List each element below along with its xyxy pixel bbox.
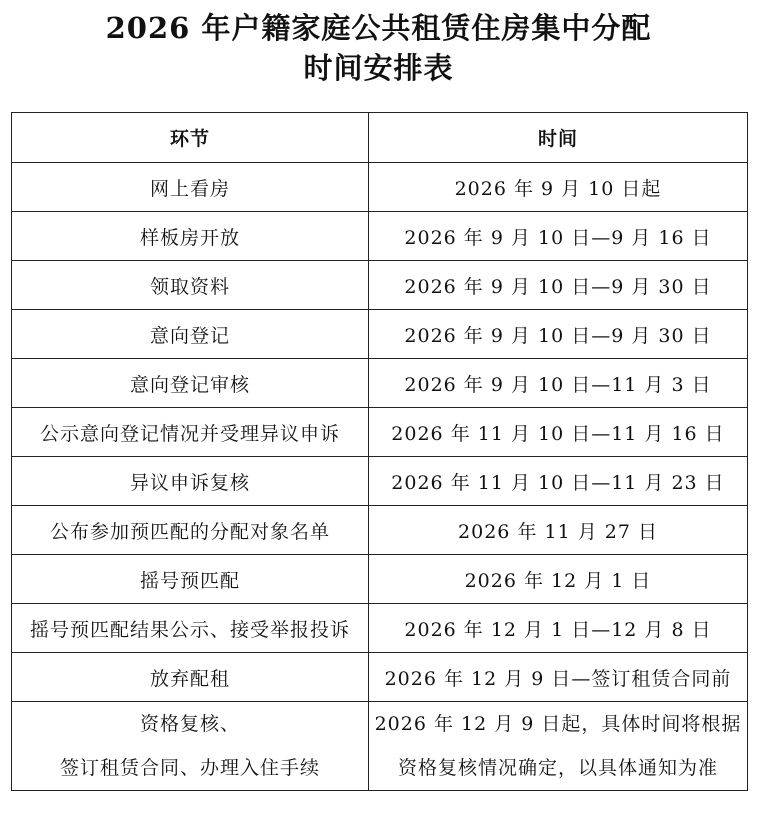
stage-cell: 意向登记审核: [12, 359, 369, 408]
time-line: 资格复核情况确定，以具体通知为准: [397, 757, 718, 779]
time-cell: 2026 年 11 月 27 日: [369, 506, 748, 555]
table-row: [12, 359, 748, 408]
time-cell: 2026 年 12 月 1 日—12 月 8 日: [369, 604, 748, 653]
stage-cell: 意向登记: [12, 310, 369, 359]
time-cell: 2026 年 11 月 10 日—11 月 16 日: [369, 408, 748, 457]
table-row: [12, 310, 748, 359]
document-title-line1: 2026 年户籍家庭公共租赁住房集中分配: [105, 11, 652, 45]
stage-cell: 样板房开放: [12, 212, 369, 261]
time-cell: 2026 年 9 月 10 日起: [369, 163, 748, 212]
time-cell: 2026 年 9 月 10 日—9 月 30 日: [369, 310, 748, 359]
table-row: [12, 702, 748, 791]
stage-cell: [12, 702, 369, 791]
stage-cell: 公布参加预匹配的分配对象名单: [12, 506, 369, 555]
stage-line: 资格复核、: [139, 713, 240, 735]
stage-line: 签订租赁合同、办理入住手续: [59, 757, 320, 779]
stage-cell: 网上看房: [12, 163, 369, 212]
time-line: 2026 年 12 月 9 日起，具体时间将根据: [374, 713, 742, 735]
time-cell: 2026 年 12 月 9 日—签订租赁合同前: [369, 653, 748, 702]
table-row: [12, 163, 748, 212]
stage-cell: 领取资料: [12, 261, 369, 310]
stage-cell: 摇号预匹配: [12, 555, 369, 604]
stage-cell: 公示意向登记情况并受理异议申诉: [12, 408, 369, 457]
table-row: [12, 408, 748, 457]
table-row: [12, 653, 748, 702]
table-row: [12, 506, 748, 555]
stage-cell: 放弃配租: [12, 653, 369, 702]
time-cell: 2026 年 9 月 10 日—9 月 30 日: [369, 261, 748, 310]
stage-cell: 摇号预匹配结果公示、接受举报投诉: [12, 604, 369, 653]
stage-cell: 异议申诉复核: [12, 457, 369, 506]
header-time: 时间: [369, 113, 748, 163]
time-cell: 2026 年 12 月 1 日: [369, 555, 748, 604]
table-row: [12, 261, 748, 310]
header-stage: 环节: [12, 113, 369, 163]
table-row: [12, 555, 748, 604]
schedule-table: [11, 112, 748, 791]
document-title-line2: 时间安排表: [303, 51, 454, 85]
time-cell: 2026 年 9 月 10 日—11 月 3 日: [369, 359, 748, 408]
table-row: [12, 457, 748, 506]
table-header-row: [12, 113, 748, 163]
table-row: [12, 604, 748, 653]
time-cell: [369, 702, 748, 791]
table-row: [12, 212, 748, 261]
time-cell: 2026 年 9 月 10 日—9 月 16 日: [369, 212, 748, 261]
time-cell: 2026 年 11 月 10 日—11 月 23 日: [369, 457, 748, 506]
